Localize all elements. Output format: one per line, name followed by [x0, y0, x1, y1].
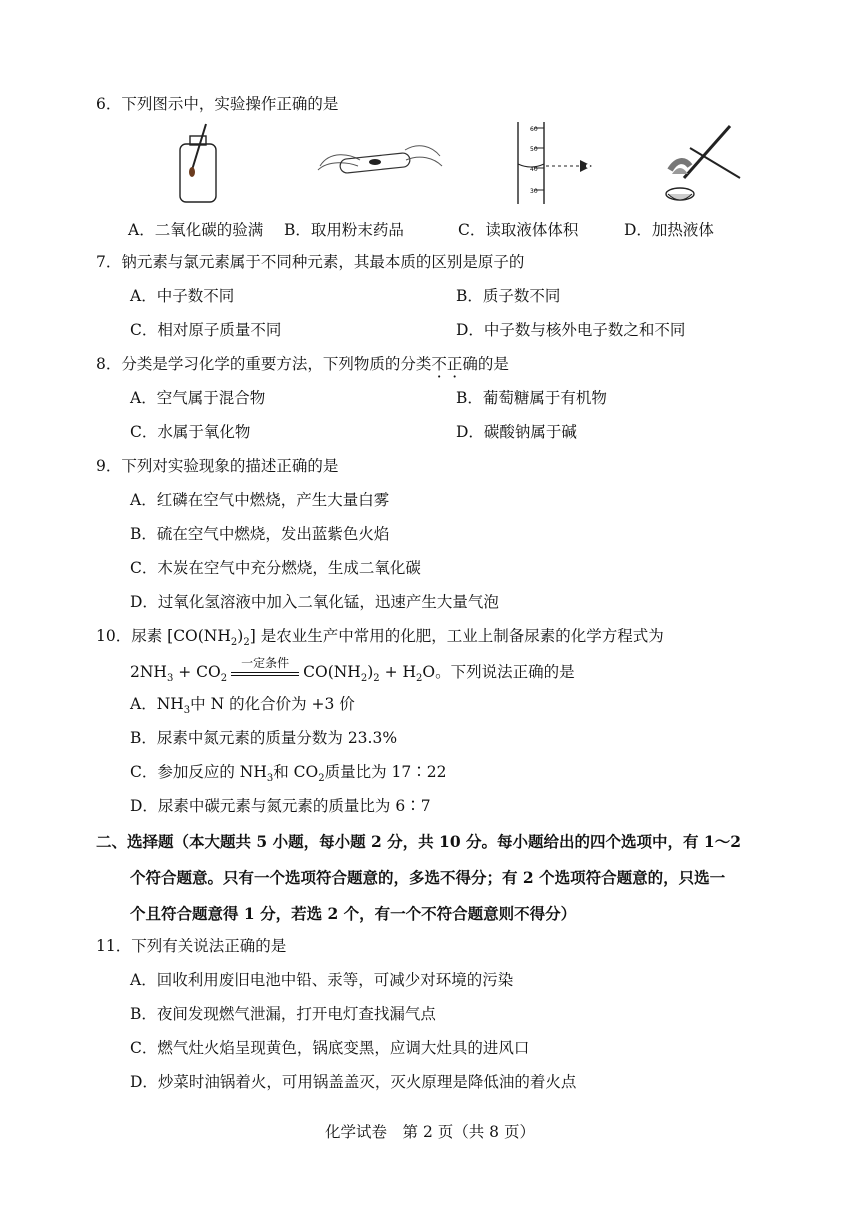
- cylinder-figure: [508, 120, 618, 206]
- q10-a-post: 中 N 的化合价为 +3 价: [190, 695, 355, 713]
- q8-option-a: A．空气属于混合物: [130, 389, 266, 407]
- q9-option-c: C．木炭在空气中充分燃烧，生成二氧化碳: [130, 559, 421, 577]
- q6-option-d: D．加热液体: [624, 221, 714, 239]
- q11-option-b: B．夜间发现燃气泄漏，打开电灯查找漏气点: [130, 1005, 436, 1023]
- q10-option-b: B．尿素中氮元素的质量分数为 23.3%: [130, 729, 398, 747]
- q9-option-a: A．红磷在空气中燃烧，产生大量白雾: [130, 491, 390, 509]
- q11-stem: 11．下列有关说法正确的是: [96, 937, 287, 955]
- q10-a-pre: A．NH: [130, 695, 184, 713]
- q7-stem: 7．钠元素与氯元素属于不同种元素，其最本质的区别是原子的: [96, 253, 525, 271]
- q10-option-c: C．参加反应的 $NH_3$和 $CO_2$质量比为 17∶22: [130, 763, 447, 785]
- page-footer: 化学试卷 第 2 页（共 8 页）: [325, 1123, 535, 1141]
- section2-line2: 个符合题意。只有一个选项符合题意的，多选不得分；有 2 个选项符合题意的，只选一: [130, 868, 726, 887]
- q10-stem: [96, 626, 664, 653]
- q6-figures: [160, 120, 750, 206]
- q10-option-d: D．尿素中碳元素与氮元素的质量比为 6∶7: [130, 797, 431, 815]
- tick-40: 40: [530, 166, 538, 173]
- q10-c-post: 质量比为 17∶22: [324, 763, 447, 781]
- q11-option-a: A．回收利用废旧电池中铅、汞等，可减少对环境的污染: [130, 971, 514, 989]
- q8-option-b: B．葡萄糖属于有机物: [456, 389, 607, 407]
- q10-stem-c: ] 是农业生产中常用的化肥，工业上制备尿素的化学方程式为: [249, 627, 664, 645]
- q6-option-b: B．取用粉末药品: [284, 221, 404, 239]
- q6-option-c: C．读取液体体积: [458, 221, 579, 239]
- q8-stem-a: 8．分类是学习化学的重要方法，下列物质的分类: [96, 355, 432, 373]
- tick-50: 50: [530, 146, 538, 153]
- q9-option-b: B．硫在空气中燃烧，发出蓝紫色火焰: [130, 525, 390, 543]
- q10-c-pre: C．参加反应的 NH: [130, 763, 267, 781]
- q7-option-b: B．质子数不同: [456, 287, 561, 305]
- section2-line3: 个且符合题意得 1 分，若选 2 个，有一个不符合题意则不得分）: [130, 904, 577, 923]
- q6-option-a: A．二氧化碳的验满: [128, 221, 264, 239]
- co2-jar-figure: [170, 120, 230, 206]
- q10-stem-a: 10．尿素 [CO(NH: [96, 627, 231, 645]
- tick-60: 60: [530, 126, 538, 133]
- q7-option-d: D．中子数与核外电子数之和不同: [456, 321, 686, 339]
- q7-option-c: C．相对原子质量不同: [130, 321, 282, 339]
- q8-stem-emph: 不: [431, 355, 447, 373]
- q8-stem-b: 确的是: [462, 355, 509, 373]
- heating-figure: [650, 120, 750, 206]
- condition-label: 一定条件: [241, 656, 290, 670]
- q8-option-c: C．水属于氧化物: [130, 423, 251, 441]
- q8-stem: [96, 354, 509, 374]
- q10-option-a: A．$NH_3$中 N 的化合价为 +3 价: [130, 695, 355, 717]
- q10-c-mid: 和 CO: [273, 763, 319, 781]
- q7-option-a: A．中子数不同: [130, 287, 235, 305]
- q10-stem-b: ): [237, 627, 244, 645]
- q6-stem: 6．下列图示中，实验操作正确的是: [96, 95, 339, 113]
- q10-equation: $2NH_3 + CO_2$ 一定条件 $CO(NH_2)_2 + H_2O$。下列说法正确的是: [130, 656, 575, 685]
- q11-option-c: C．燃气灶火焰呈现黄色，锅底变黑，应调大灶具的进风口: [130, 1039, 530, 1057]
- q10-eqn-tail: 。下列说法正确的是: [435, 663, 575, 681]
- powder-tube-figure: [310, 120, 450, 190]
- q8-option-d: D．碳酸钠属于碱: [456, 423, 577, 441]
- section2-line1: 二、选择题（本大题共 5 小题，每小题 2 分，共 10 分。每小题给出的四个选项中，有 1～2: [96, 832, 741, 851]
- q9-stem: 9．下列对实验现象的描述正确的是: [96, 457, 339, 475]
- q10-stem-sub2: 2: [243, 637, 250, 649]
- q11-option-d: D．炒菜时油锅着火，可用锅盖盖灭，灭火原理是降低油的着火点: [130, 1073, 577, 1091]
- condition-arrow: [231, 656, 299, 683]
- q8-stem-emph2: 正: [446, 355, 463, 373]
- q9-option-d: D．过氧化氢溶液中加入二氧化锰，迅速产生大量气泡: [130, 593, 499, 611]
- tick-30: 30: [530, 188, 538, 195]
- q10-stem-sub: 2: [230, 637, 238, 649]
